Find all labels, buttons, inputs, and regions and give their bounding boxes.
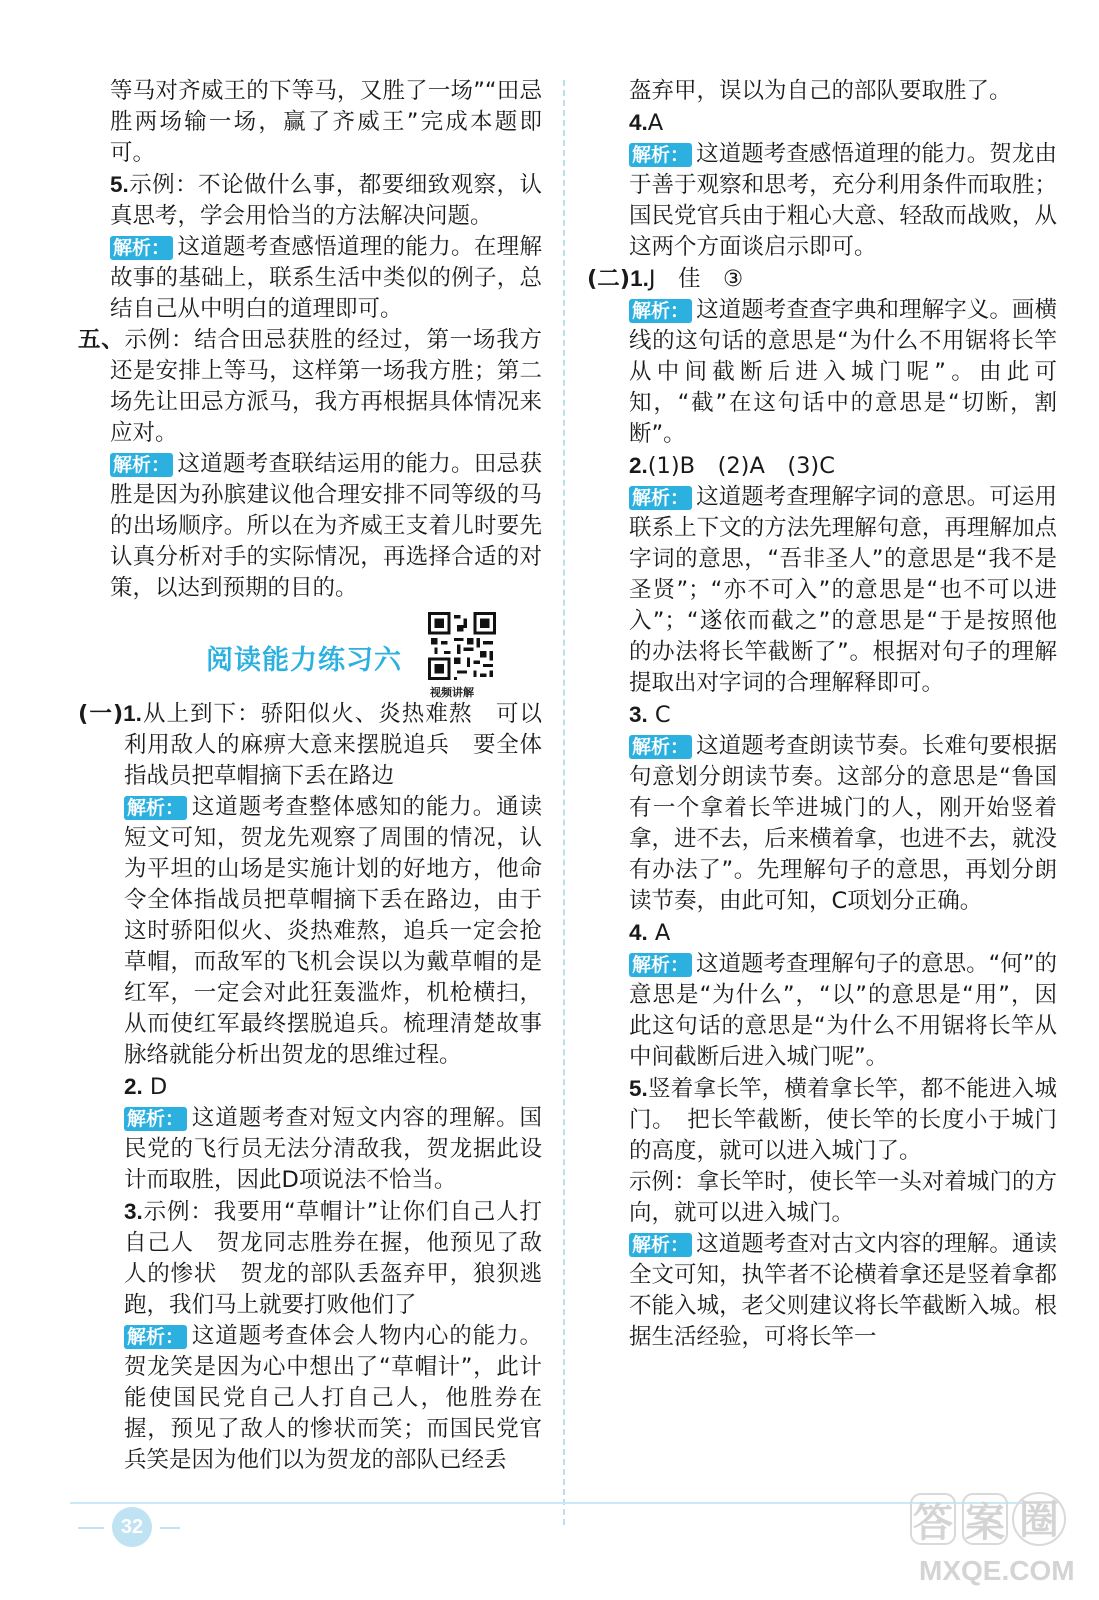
analysis-1: [78, 792, 542, 1071]
analysis-text: 这道题考查对短文内容的理解。国民党的飞行员无法分清敌我，贺龙据此设计而取胜，因此D项说法不恰当。: [124, 1105, 542, 1193]
answer-text: 示例：我要用“草帽计”让你们自己人打自己人 贺龙同志胜券在握，他预见了敌人的惨状 贺龙的部队丢盔弃甲，狼狈逃跑，我们马上就要打败他们了: [124, 1199, 542, 1318]
continued-paragraph: 等马对齐威王的下等马，又胜了一场”“田忌胜两场输一场，赢了齐威王”完成本题即可。: [110, 78, 542, 166]
answer-text: A: [654, 920, 671, 946]
analysis-5: [78, 232, 542, 325]
analysis-text: 这道题考查感悟道理的能力。在理解故事的基础上，联系生活中类似的例子，总结自己从中明白的道理即可。: [110, 234, 542, 322]
analysis-label: 解析：: [110, 453, 173, 477]
analysis-text: 这道题考查理解句子的意思。“何”的意思是“为什么”，“以”的意思是“用”，因此这句话的意思是“为什么不用锯将长竿从中间截断后进入城门呢”。: [629, 951, 1057, 1070]
column-divider: [563, 80, 565, 1525]
analysis-label: 解析：: [629, 735, 692, 759]
svg-text:圈: 圈: [1019, 1498, 1059, 1542]
analysis-text: 这道题考查对古文内容的理解。通读全文可知，执竿者不论横着拿还是竖着拿都不能入城，老父则建议将长竿截断入城。根据生活经验，可将长竿一: [629, 1231, 1057, 1350]
section-5-analysis: [78, 449, 542, 604]
analysis-label: 解析：: [124, 1107, 187, 1131]
left-column: [78, 76, 542, 1476]
question-number: 5.: [110, 172, 129, 197]
analysis-text: 这道题考查联结运用的能力。田忌获胜是因为孙膑建议他合理安排不同等级的马的出场顺序。所以在为齐威王支着儿时要先认真分析对手的实际情况，再选择合适的对策，以达到预期的目的。: [110, 451, 542, 601]
analysis-b1: [589, 295, 1057, 450]
question-number: 5.: [629, 1076, 648, 1101]
part-2-answer-1: [589, 263, 1057, 295]
analysis-b5: [589, 1229, 1057, 1353]
part-label: (二): [587, 266, 631, 292]
question-number: 3.: [629, 702, 648, 727]
analysis-2: [78, 1103, 542, 1196]
part-1-answer-1: [78, 698, 542, 792]
answer-text: 竖着拿长竿，横着拿长竿，都不能进入城门。 把长竿截断，使长竿的长度小于城门的高度，就可以进入城门了。: [629, 1076, 1057, 1164]
qr-code-icon[interactable]: [428, 612, 496, 680]
question-number: 1.: [123, 701, 142, 726]
answer-b4: [589, 917, 1057, 949]
watermark-logo-icon: [905, 1488, 1075, 1588]
analysis-label: 解析：: [110, 236, 173, 260]
answer-text: D: [149, 1074, 168, 1100]
answer-3: [78, 1196, 542, 1321]
question-number: 2.: [629, 453, 648, 478]
question-number: 3.: [124, 1199, 143, 1224]
answer-b3: [589, 699, 1057, 731]
analysis-label: 解析：: [124, 1325, 187, 1349]
right-column: [589, 76, 1057, 1353]
question-number: 2.: [124, 1074, 143, 1099]
analysis-text: 这道题考查查字典和理解字义。画横线的这句话的意思是“为什么不用锯将长竿从中间截断后进入城门呢”。由此可知，“截”在这句话中的意思是“切断，割断”。: [629, 297, 1057, 447]
analysis-text: 这道题考查整体感知的能力。通读短文可知，贺龙先观察了周围的情况，认为平坦的山场是实施计划的好地方，他命令全体指战员把草帽摘下丢在路边，由于这时骄阳似火、炎热难熬，追兵一定会抢草帽，而敌军的飞机会误以为戴草帽的是红军，一定会对此狂轰滥炸，机枪横扫，从而使红军最终摆脱追兵。梳理清楚故事脉络就能分析出贺龙的思维过程。: [124, 794, 542, 1068]
analysis-label: 解析：: [629, 486, 692, 510]
example-b5: 示例：拿长竿时，使长竿一头对着城门的方向，就可以进入城门。: [629, 1169, 1057, 1226]
answer-text: 示例：不论做什么事，都要细致观察，认真思考，学会用恰当的方法解决问题。: [110, 172, 542, 229]
analysis-text: 这道题考查朗读节奏。长难句要根据句意划分朗读节奏。这部分的意思是“鲁国有一个拿着长竿进城门的人，刚开始竖着拿，进不去，后来横着拿，也进不去，就没有办法了”。先理解句子的意思，再划分朗读节奏，由此可知，C项划分正确。: [629, 733, 1057, 914]
watermark-cn-text: 答: [913, 1501, 953, 1545]
analysis-4: [589, 139, 1057, 263]
watermark-en-text: MXQE.COM: [919, 1555, 1075, 1586]
answer-text: A: [647, 110, 664, 136]
footer-dash: [160, 1527, 180, 1529]
section-title: 阅读能力练习六: [206, 645, 402, 676]
section-5-answer: [78, 325, 542, 449]
analysis-b3: [589, 731, 1057, 917]
analysis-b2: [589, 482, 1057, 699]
answer-b5: [589, 1073, 1057, 1167]
analysis-label: 解析：: [124, 796, 187, 820]
section-header: [78, 612, 542, 699]
page-number: 32: [112, 1507, 152, 1547]
analysis-label: 解析：: [629, 299, 692, 323]
answer-text: C: [654, 702, 671, 728]
answer-text: 示例：结合田忌获胜的经过，第一场我方还是安排上等马，这样第一场我方胜；第二场先让田忌方派马，我方再根据具体情况来应对。: [110, 327, 542, 446]
answer-4: [589, 107, 1057, 139]
svg-text:案: 案: [965, 1501, 1005, 1545]
continued-paragraph: 盔弃甲，误以为自己的部队要取胜了。: [629, 78, 1012, 104]
part-label: (一): [78, 701, 124, 727]
footer-line: [70, 1502, 1039, 1504]
analysis-label: 解析：: [629, 143, 692, 167]
question-number: 4.: [629, 110, 648, 135]
analysis-text: 这道题考查感悟道理的能力。贺龙由于善于观察和思考，充分利用条件而取胜；国民党官兵由于粗心大意、轻敌而战败，从这两个方面谈启示即可。: [629, 141, 1057, 260]
analysis-b4: [589, 949, 1057, 1073]
qr-caption: 视频讲解: [430, 686, 474, 699]
answer-b2: [589, 450, 1057, 482]
answer-text: 从上到下：骄阳似火、炎热难熬 可以利用敌人的麻痹大意来摆脱追兵 要全体指战员把草帽摘下丢在路边: [124, 701, 542, 789]
answer-text: J 佳 ③: [648, 266, 744, 292]
question-number: 1.: [630, 266, 649, 291]
analysis-label: 解析：: [629, 1233, 692, 1257]
analysis-text: 这道题考查体会人物内心的能力。贺龙笑是因为心中想出了“草帽计”，此计能使国民党自己人打自己人，他胜券在握，预见了敌人的惨状而笑；而国民党官兵笑是因为他们以为贺龙的部队已经丢: [124, 1323, 542, 1473]
footer-dash: [78, 1527, 104, 1529]
analysis-3: [78, 1321, 542, 1476]
analysis-text: 这道题考查理解字词的意思。可运用联系上下文的方法先理解句意，再理解加点字词的意思，“吾非圣人”的意思是“我不是圣贤”；“亦不可入”的意思是“也不可以进入”；“遂依而截之”的意思是“于是按照他的办法将长竿截断了”。根据对句子的理解提取出对字词的合理解释即可。: [629, 484, 1057, 696]
analysis-label: 解析：: [629, 953, 692, 977]
answer-5: [78, 169, 542, 232]
answer-text: (1)B (2)A (3)C: [647, 453, 835, 479]
section-label: 五、: [78, 327, 125, 353]
question-number: 4.: [629, 920, 648, 945]
answer-2: [78, 1071, 542, 1103]
